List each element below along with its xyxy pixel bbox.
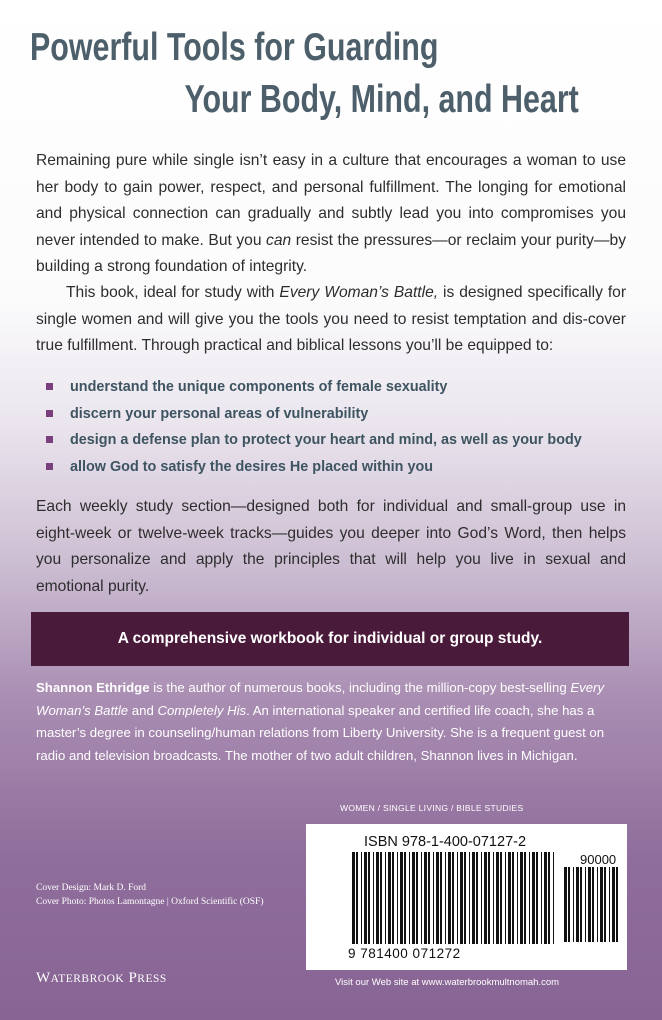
- author-bio: [36, 677, 636, 767]
- benefit-item: [46, 401, 646, 428]
- intro-p1-text-b: resist the pressures—or reclaim your purity—by building a strong foundation of integrity.: [36, 231, 626, 275]
- workbook-banner: A comprehensive workbook for individual or group study.: [31, 612, 629, 666]
- square-bullet-icon: [46, 436, 53, 443]
- intro-paragraph-2: [36, 280, 626, 360]
- benefit-text: discern your personal areas of vulnerability: [70, 405, 369, 422]
- cover-design-credit: Cover Design: Mark D. Ford: [36, 883, 147, 893]
- benefit-item: [46, 374, 646, 401]
- intro-p2-book-title: Every Woman’s Battle,: [279, 284, 439, 301]
- benefit-item: [46, 427, 646, 454]
- price-addon-barcode: [562, 867, 620, 942]
- author-book-title-1: Every Woman’s Battle: [36, 680, 605, 718]
- ean-number: 9 781400 071272: [348, 946, 461, 961]
- author-name: Shannon Ethridge: [36, 680, 150, 695]
- author-bio-text-2: and: [128, 702, 158, 718]
- headline-line-2: Your Body, Mind, and Heart: [184, 78, 579, 121]
- publisher-name: WATERBROOK PRESS: [36, 970, 167, 986]
- intro-p1-text-a: Remaining pure while single isn’t easy in a culture that encourages a woman to use her body to gain power, respect, and personal fulfillment. The longing for emotional and physical connection can gradually and subtly lead you into compromises you never intended to make. But you: [36, 152, 626, 249]
- barcode-panel: [306, 824, 627, 970]
- benefit-text: allow God to satisfy the desires He placed within you: [70, 458, 434, 475]
- cover-photo-credit: Cover Photo: Photos Lamontagne | Oxford Scientific (OSF): [36, 897, 264, 907]
- benefit-text: design a defense plan to protect your heart and mind, as well as your body: [70, 432, 582, 448]
- benefit-item: [46, 454, 646, 481]
- author-bio-text-3: . An international speaker and certified life coach, she has a master’s degree in counseling/human relations from Liberty University. She is a frequent guest on radio and television broadcasts. The mother of two adult children, Shannon lives in Michigan.: [36, 702, 605, 763]
- intro-p1-emphasis: can: [266, 231, 292, 249]
- category-label: WOMEN / SINGLE LIVING / BIBLE STUDIES: [340, 803, 524, 813]
- square-bullet-icon: [46, 410, 53, 417]
- isbn-number: ISBN 978-1-400-07127-2: [364, 834, 527, 850]
- isbn-barcode: [350, 852, 558, 948]
- intro-p2-text-b: is designed specifically for single women and will give you the tools you need to resist temptation and dis-cover true fulfillment. Through practical and biblical lessons you’ll be equipped to:: [36, 284, 627, 354]
- intro-p2-text-a: This book, ideal for study with: [66, 284, 280, 301]
- intro-paragraph-1: [36, 148, 626, 281]
- cover-credits: [36, 881, 264, 909]
- cover-headline: [30, 22, 579, 126]
- website-text: Visit our Web site at www.waterbrookmultnomah.com: [335, 977, 560, 988]
- author-bio-text-1: is the author of numerous books, including the million-copy best-selling: [149, 680, 571, 695]
- square-bullet-icon: [46, 383, 53, 390]
- benefit-list: [46, 374, 646, 480]
- author-book-title-2: Completely His: [157, 702, 247, 718]
- study-paragraph: Each weekly study section—designed both for individual and small-group use in eight-week or twelve-week tracks—guides you deeper into God’s Word, then helps you personalize and apply the principles that will help you live in sexual and emotional purity.: [36, 498, 626, 595]
- square-bullet-icon: [46, 463, 53, 470]
- benefit-text: understand the unique components of female sexuality: [70, 379, 448, 395]
- headline-line-1: Powerful Tools for Guarding: [30, 26, 439, 69]
- publisher-logo: [36, 970, 167, 987]
- price-code: 90000: [580, 852, 617, 867]
